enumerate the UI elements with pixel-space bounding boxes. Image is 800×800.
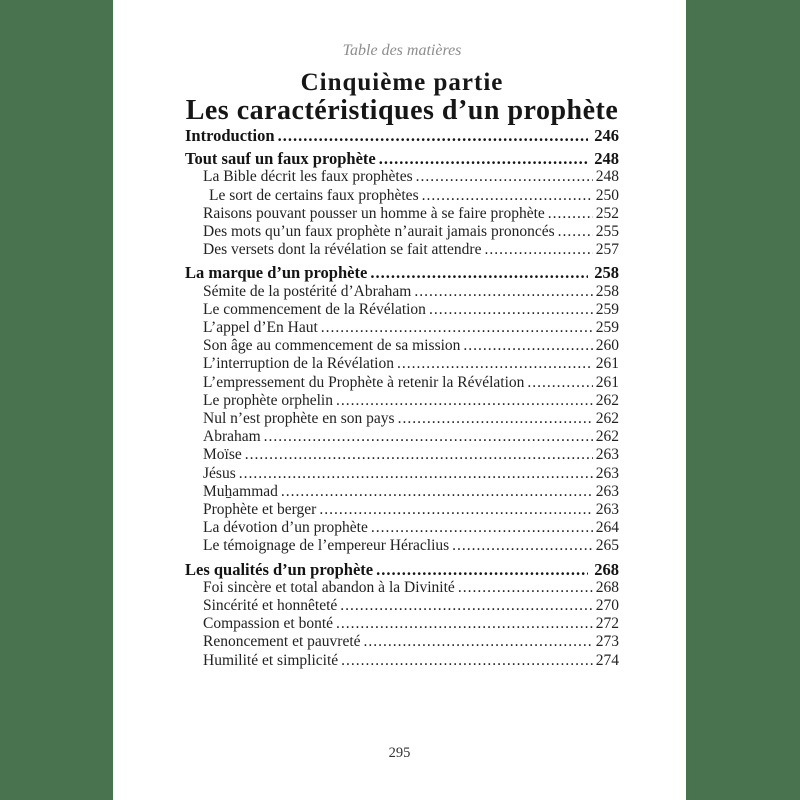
toc-entry-label: Des versets dont la révélation se fait attendre (203, 241, 482, 259)
toc-entry (185, 537, 619, 555)
toc-entry (185, 205, 619, 223)
toc-leader-dots (452, 537, 593, 555)
toc-entry (185, 652, 619, 670)
toc-entry (185, 127, 619, 145)
toc-entry-label: Muẖammad (203, 482, 278, 500)
toc-leader-dots (278, 127, 589, 145)
toc-entry-page: 255 (595, 223, 619, 241)
toc-leader-dots (558, 223, 593, 241)
toc-entry-label: L’interruption de la Révélation (203, 355, 394, 373)
toc-entry-page: 263 (595, 464, 619, 482)
toc-entry (185, 392, 619, 410)
toc-entry (185, 561, 619, 579)
toc-entry-page: 257 (595, 241, 619, 259)
toc-entry (185, 355, 619, 373)
toc-entry (185, 465, 619, 483)
toc-entry-label: Sincérité et honnêteté (203, 597, 338, 615)
toc-list (185, 127, 619, 670)
toc-entry (185, 168, 619, 186)
toc-entry (185, 446, 619, 464)
toc-entry-label: La marque d’un prophète (185, 263, 368, 283)
toc-entry-label: Tout sauf un faux prophète (185, 149, 376, 169)
toc-entry-label: Le sort de certains faux prophètes (209, 186, 419, 204)
toc-leader-dots (458, 579, 593, 597)
toc-leader-dots (429, 301, 593, 319)
toc-entry (185, 223, 619, 241)
book-page (113, 0, 686, 800)
toc-entry (185, 187, 619, 205)
toc-entry (185, 374, 619, 392)
toc-leader-dots (422, 187, 593, 205)
toc-entry-label: La dévotion d’un prophète (203, 519, 368, 537)
toc-leader-dots (336, 615, 593, 633)
toc-entry (185, 410, 619, 428)
toc-leader-dots (463, 337, 592, 355)
toc-entry-page: 263 (595, 501, 619, 519)
toc-entry (185, 264, 619, 282)
toc-entry (185, 241, 619, 259)
toc-entry-label: Introduction (185, 126, 275, 145)
toc-entry-page: 246 (594, 126, 619, 145)
toc-entry (185, 633, 619, 651)
toc-entry-page: 263 (595, 446, 619, 464)
toc-entry-page: 273 (595, 633, 619, 651)
toc-leader-dots (397, 355, 593, 373)
toc-entry-page: 261 (595, 373, 619, 391)
toc-entry-page: 259 (595, 319, 619, 337)
toc-leader-dots (416, 168, 593, 186)
toc-leader-dots (319, 501, 592, 519)
toc-entry-label: Abraham (203, 428, 261, 446)
toc-leader-dots (340, 597, 592, 615)
toc-entry-page: 259 (595, 300, 619, 318)
toc-leader-dots (376, 561, 588, 579)
toc-entry-label: L’empressement du Prophète à retenir la Révélation (203, 373, 525, 391)
toc-leader-dots (336, 392, 593, 410)
toc-entry-label: Nul n’est prophète en son pays (203, 410, 395, 428)
toc-entry (185, 150, 619, 168)
part-title-line2: Les caractéristiques d’un prophète (185, 95, 619, 126)
toc-entry-label: Son âge au commencement de sa mission (203, 337, 461, 355)
toc-entry-page: 262 (595, 410, 619, 428)
toc-entry-page: 258 (595, 282, 619, 300)
toc-entry-label: Des mots qu’un faux prophète n’aurait jamais prononcés (203, 223, 555, 241)
toc-entry-label: Le commencement de la Révélation (203, 300, 426, 318)
toc-leader-dots (527, 374, 592, 392)
toc-entry (185, 597, 619, 615)
toc-entry-label: Prophète et berger (203, 501, 317, 519)
toc-entry-label: Jésus (203, 464, 236, 482)
toc-entry-label: La Bible décrit les faux prophètes (203, 168, 413, 186)
toc-entry-page: 274 (595, 651, 619, 669)
toc-entry (185, 428, 619, 446)
toc-entry-page: 265 (595, 537, 619, 555)
footer-page-number: 295 (388, 745, 411, 761)
toc-entry (185, 319, 619, 337)
toc-entry-page: 261 (595, 355, 619, 373)
toc-entry-label: Renoncement et pauvreté (203, 633, 361, 651)
toc-entry-page: 248 (595, 168, 619, 186)
part-title-line1: Cinquième partie (300, 69, 504, 96)
toc-entry (185, 337, 619, 355)
toc-entry-page: 252 (595, 204, 619, 222)
toc-entry-label: Le témoignage de l’empereur Héraclius (203, 537, 450, 555)
toc-entry-page: 262 (595, 391, 619, 409)
toc-entry (185, 579, 619, 597)
toc-leader-dots (370, 264, 588, 282)
toc-entry (185, 501, 619, 519)
toc-entry-page: 258 (594, 263, 619, 283)
toc-entry-page: 262 (595, 428, 619, 446)
toc-leader-dots (414, 283, 592, 301)
toc-entry-page: 272 (595, 615, 619, 633)
toc-entry (185, 483, 619, 501)
toc-entry-label: Le prophète orphelin (203, 391, 333, 409)
toc-leader-dots (281, 483, 593, 501)
toc-leader-dots (379, 150, 589, 168)
toc-leader-dots (398, 410, 593, 428)
toc-leader-dots (548, 205, 593, 223)
toc-entry-label: Les qualités d’un prophète (185, 559, 374, 579)
toc-entry (185, 615, 619, 633)
toc-leader-dots (484, 241, 592, 259)
toc-entry-page: 263 (595, 482, 619, 500)
toc-entry-page: 268 (594, 559, 619, 579)
toc-entry-page: 260 (595, 337, 619, 355)
toc-entry (185, 519, 619, 537)
toc-entry-page: 270 (595, 597, 619, 615)
toc-entry-label: L’appel d’En Haut (203, 319, 318, 337)
toc-entry (185, 301, 619, 319)
toc-entry (185, 283, 619, 301)
toc-entry-page: 268 (595, 578, 619, 596)
toc-leader-dots (321, 319, 593, 337)
toc-entry-label: Raisons pouvant pousser un homme à se faire prophète (203, 204, 545, 222)
toc-entry-page: 264 (595, 519, 619, 537)
toc-leader-dots (371, 519, 593, 537)
toc-entry-label: Compassion et bonté (203, 615, 334, 633)
toc-leader-dots (239, 465, 593, 483)
toc-leader-dots (364, 633, 593, 651)
toc-entry-label: Sémite de la postérité d’Abraham (203, 282, 412, 300)
toc-leader-dots (245, 446, 593, 464)
toc-entry-page: 248 (594, 149, 619, 169)
running-header: Table des matières (342, 42, 462, 59)
toc-leader-dots (264, 428, 593, 446)
toc-entry-page: 250 (595, 186, 619, 204)
toc-leader-dots (341, 652, 593, 670)
toc-entry-label: Humilité et simplicité (203, 651, 339, 669)
toc-entry-label: Moïse (203, 446, 242, 464)
toc-entry-label: Foi sincère et total abandon à la Divinité (203, 578, 455, 596)
